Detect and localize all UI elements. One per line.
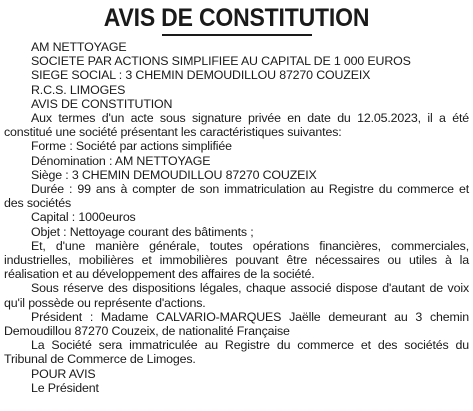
- forme-line: Forme : Société par actions simplifiée: [31, 139, 232, 154]
- notice-subtitle: AVIS DE CONSTITUTION: [31, 96, 173, 111]
- duree-paragraph: Durée : 99 ans à compter de son immatriculation au Registre du commerce et des sociétés: [4, 182, 469, 211]
- president-paragraph: Président : Madame CALVARIO-MARQUES Jaëlle demeurant au 3 chemin Demoudillou 87270 Couzeix, de nationalité Française: [4, 309, 469, 339]
- immatriculation-paragraph: La Société sera immatriculée au Registre du commerce et des sociétés du Tribunal de Commerce de Limoges.: [4, 338, 469, 367]
- objet-detail-paragraph: Et, d'une manière générale, toutes opérations financières, commerciales, industrielles, mobilières et immobilières pouvant être nécessaires ou utiles à la réalisation et au développement des affaires de la société.: [4, 238, 469, 282]
- intro-paragraph: Aux termes d'un acte sous signature privée en date du 12.05.2023, il a été constitué une société présentant les caractéristiques suivantes:: [4, 111, 469, 140]
- objet-line: Objet : Nettoyage courant des bâtiments ;: [31, 224, 254, 239]
- capital-line: Capital : 1000euros: [31, 210, 136, 225]
- denomination-line: Dénomination : AM NETTOYAGE: [31, 153, 211, 168]
- siege-line: Siège : 3 CHEMIN DEMOUDILLOU 87270 COUZEIX: [31, 167, 317, 182]
- notice-title: AVIS DE CONSTITUTION: [103, 4, 370, 32]
- company-head-office: SIEGE SOCIAL : 3 CHEMIN DEMOUDILLOU 87270 COUZEIX: [31, 68, 371, 83]
- company-registry: R.C.S. LIMOGES: [31, 82, 126, 97]
- notice-body: [4, 40, 469, 395]
- company-name: AM NETTOYAGE: [31, 40, 127, 54]
- company-form-capital: SOCIETE PAR ACTIONS SIMPLIFIEE AU CAPITAL DE 1 000 EUROS: [31, 54, 411, 69]
- title-underline: [162, 34, 312, 36]
- signature-line: Le Président: [31, 380, 99, 395]
- vote-paragraph: Sous réserve des dispositions légales, chaque associé dispose d'autant de voix qu'il possède ou représente d'actions.: [4, 281, 469, 310]
- closing-line: POUR AVIS: [31, 366, 96, 381]
